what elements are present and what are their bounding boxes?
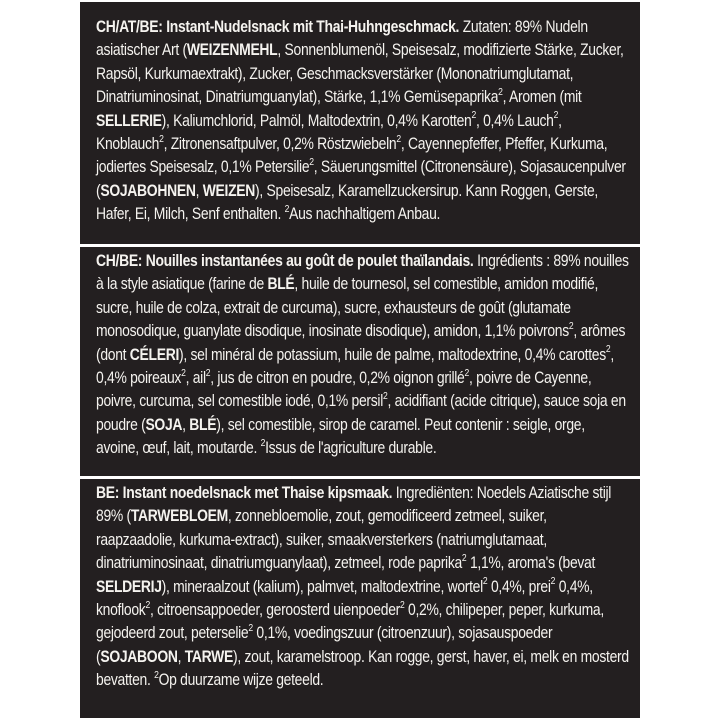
text-nl: Ingrediënten: Noedels Aziatische stijl 89% (	[96, 484, 612, 526]
footnote-mark: 2	[205, 367, 211, 379]
footnote-mark: 2	[284, 203, 290, 215]
heading-nl: BE: Instant noedelsnack met Thaise kipsmaak.	[96, 484, 393, 502]
heading-de: CH/AT/BE: Instant-Nudelsnack mit Thai-Huhngeschmack.	[96, 18, 460, 36]
footnote-mark: 2	[568, 320, 574, 332]
footnote-mark: 2	[154, 669, 159, 681]
footnote-mark: 2	[464, 367, 469, 379]
text-fr: , jus de citron en poudre, 0,2% oignon grillé	[210, 369, 465, 388]
section-de	[96, 16, 629, 227]
footnote-mark: 2	[550, 576, 556, 588]
text-de: , Knoblauch	[96, 111, 562, 154]
allergen: BLÉ	[189, 415, 217, 434]
text-de: ), Kaliumchlorid, Palmöl, Maltodextrin, 0,4% Karotten	[161, 111, 472, 130]
text-de: ), Speisesalz, Karamellzuckersirup. Kann Roggen, Gerste, Hafer, Ei, Milch, Senf enthalten.	[96, 181, 598, 224]
footnote-mark: 2	[396, 133, 401, 145]
allergen: BLÉ	[267, 275, 295, 294]
footnote-mark: 2	[181, 367, 186, 379]
text-de: ,	[195, 181, 203, 200]
text-nl: Op duurzame wijze geteeld.	[158, 671, 324, 690]
text-de: , Sonnenblumenöl, Speisesalz, modifizierte Stärke, Zucker, Rapsöl, Kurkumaextrakt), Zucker, Geschmacksverstärker (Mononatriumglutamat, Dinatriuminosinat, Dinatriumguanylat), Stärke, 1,1% Gemüsepaprika	[96, 41, 624, 107]
footnote-mark: 2	[461, 552, 467, 564]
text-fr: , acidifiant (acide citrique), sauce soja en poudre (	[96, 392, 626, 434]
allergen: WEIZEN	[202, 181, 256, 200]
allergen: CÉLERI	[129, 345, 180, 364]
text-nl: ,	[177, 647, 185, 666]
text-fr: Ingrédients : 89% nouilles à la style asiatique (farine de	[96, 252, 629, 294]
footnote-mark: 2	[553, 110, 559, 122]
text-nl: , zonnebloemolie, zout, gemodificeerd zetmeel, suiker, raapzaadolie, kurkuma-extract), suiker, smaakversterkers (natriumglutamaat, dinatriuminosinaat, dinatriumguanylaat), zetmeel, rode paprika	[96, 507, 547, 573]
text-fr: ), sel comestible, sirop de caramel. Peut contenir : seigle, orge, avoine, œuf, lait, moutarde.	[96, 415, 585, 458]
text-nl: ), zout, karamelstroop. Kan rogge, gerst, haver, ei, melk en mosterd bevatten.	[96, 647, 629, 690]
text-fr: ), sel minéral de potassium, huile de palme, maltodextrine, 0,4% carottes	[179, 345, 606, 364]
allergen: WEIZENMEHL	[186, 41, 278, 60]
text-nl: , citroensappoeder, geroosterd uienpoeder	[149, 601, 400, 620]
allergen: SOJABOON	[100, 647, 178, 666]
text-fr: , huile de tournesol, sel comestible, amidon modifié, sucre, huile de colza, extrait de curcuma), sucre, exhausteurs de goût (glutamate monosodique, guanylate disodique, inosinate disodique), amidon, 1,1% poivrons	[96, 275, 599, 341]
text-nl: 1,1%, aroma's (bevat	[466, 554, 596, 573]
footnote-mark: 2	[399, 599, 405, 611]
section-divider	[80, 244, 640, 247]
footnote-mark: 2	[159, 133, 164, 145]
text-de: Aus nachhaltigem Anbau.	[289, 205, 441, 224]
text-nl: 0,2%, chilipeper, peper, kurkuma, gejodeerd zout, peterselie	[96, 601, 604, 643]
text-nl: 0,4%, knoflook	[96, 577, 593, 620]
heading-fr: CH/BE: Nouilles instantanées au goût de poulet thaïlandais.	[96, 252, 474, 270]
allergen: TARWEBLOEM	[130, 507, 228, 526]
text-fr: , ail	[185, 369, 206, 388]
text-de: , Cayennepfeffer, Pfeffer, Kurkuma, jodiertes Speisesalz, 0,1% Petersilie	[96, 135, 608, 177]
section-fr	[96, 250, 629, 461]
text-de: , Aromen (mit	[502, 88, 582, 107]
allergen: SELLERIE	[96, 111, 162, 130]
ingredient-label-panel	[80, 2, 640, 718]
footnote-mark: 2	[471, 110, 476, 122]
footnote-mark: 2	[260, 437, 266, 449]
footnote-mark: 2	[498, 86, 503, 98]
text-fr: , poivre de Cayenne, poivre, curcuma, sel comestible iodé, 0,1% persil	[96, 369, 592, 411]
footnote-mark: 2	[482, 576, 488, 588]
section-divider	[80, 476, 640, 479]
text-de: Zutaten: 89% Nudeln asiatischer Art (	[96, 18, 588, 60]
allergen: SELDERIJ	[96, 577, 162, 596]
allergen: SOJA	[145, 415, 183, 434]
allergen: TARWE	[184, 647, 233, 666]
text-de: , Zitronensaftpulver, 0,2% Röstzwiebeln	[163, 135, 397, 154]
text-fr: Issus de l'agriculture durable.	[265, 439, 437, 458]
text-fr: , 0,4% poireaux	[96, 345, 614, 388]
footnote-mark: 2	[248, 623, 253, 635]
text-de: , Säuerungsmittel (Citronensäure), Sojasaucenpulver (	[96, 158, 626, 200]
text-fr: ,	[182, 415, 190, 434]
text-nl: 0,4%, prei	[487, 577, 551, 596]
footnote-mark: 2	[383, 391, 388, 403]
allergen: SOJABOHNEN	[100, 181, 196, 200]
footnote-mark: 2	[605, 344, 611, 356]
section-nl	[96, 482, 629, 693]
text-nl: ), mineraalzout (kalium), palmvet, maltodextrine, wortel	[161, 577, 483, 596]
footnote-mark: 2	[309, 157, 314, 169]
text-nl: 0,1%, voedingszuur (citroenzuur), sojasauspoeder (	[96, 624, 553, 666]
footnote-mark: 2	[145, 599, 150, 611]
text-fr: , arômes (dont	[96, 322, 626, 364]
text-de: , 0,4% Lauch	[475, 111, 554, 130]
